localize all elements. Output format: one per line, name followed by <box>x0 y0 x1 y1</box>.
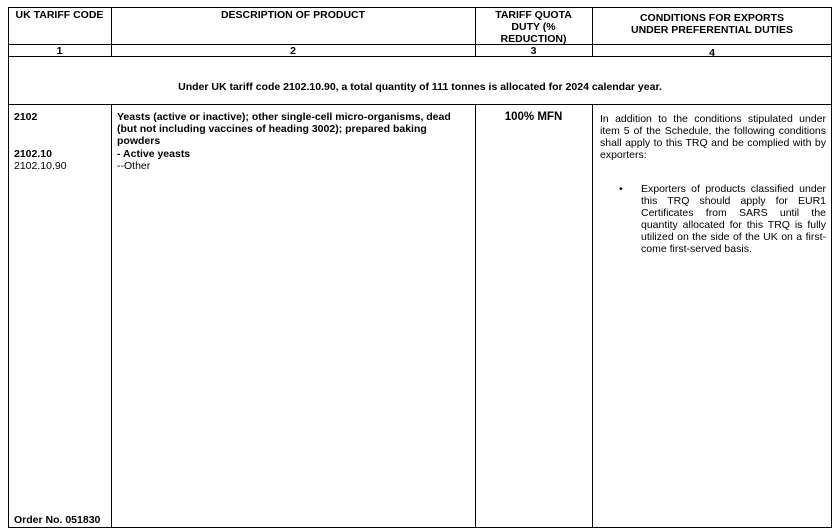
product-subdescription: - Active yeasts <box>117 148 191 160</box>
tariff-quota-duty-value: 100% MFN <box>504 111 563 123</box>
col-divider-3-body <box>592 104 593 528</box>
tariff-code-subheading: 2102.10 <box>14 148 52 160</box>
col-divider-2-body <box>475 104 476 528</box>
product-description: Yeasts (active or inactive); other single-cell micro-organisms, dead (but not including vaccines of heading 3002); prepared baking powders <box>117 111 451 147</box>
column-number-2: 2 <box>290 45 296 57</box>
header-description: DESCRIPTION OF PRODUCT <box>220 9 366 21</box>
product-detail-description: --Other <box>117 160 151 172</box>
column-number-3: 3 <box>530 45 537 57</box>
table-border-top <box>8 7 832 8</box>
header-uk-tariff-code: UK TARIFF CODE <box>15 9 104 21</box>
col-divider-1-body <box>111 104 112 528</box>
header-tariff-quota-duty: TARIFF QUOTA DUTY (% REDUCTION) <box>495 9 572 45</box>
note-divider <box>8 104 832 105</box>
tariff-code-detail: 2102.10.90 <box>14 160 67 172</box>
tariff-code-heading: 2102 <box>14 111 38 123</box>
bullet-icon: • <box>619 183 623 195</box>
column-number-4: 4 <box>709 47 715 59</box>
tariff-table <box>8 7 832 528</box>
header-conditions: CONDITIONS FOR EXPORTS UNDER PREFERENTIAL DUTIES <box>631 12 793 36</box>
table-border-bottom <box>8 527 832 528</box>
allocation-note: Under UK tariff code 2102.10.90, a total quantity of 111 tonnes is allocated for 2024 calendar year. <box>178 81 662 93</box>
conditions-bullet: Exporters of products classified under this TRQ should apply for EUR1 Certificates from SARS until the quantity allocated for this TRQ is fully utilized on the side of the UK on a first-come first-served basis. <box>641 183 826 255</box>
column-number-1: 1 <box>56 45 63 57</box>
order-number: Order No. 051830 <box>14 514 101 526</box>
conditions-intro: In addition to the conditions stipulated under item 5 of the Schedule, the following conditions shall apply to this TRQ and be complied with by exporters: <box>600 113 826 161</box>
